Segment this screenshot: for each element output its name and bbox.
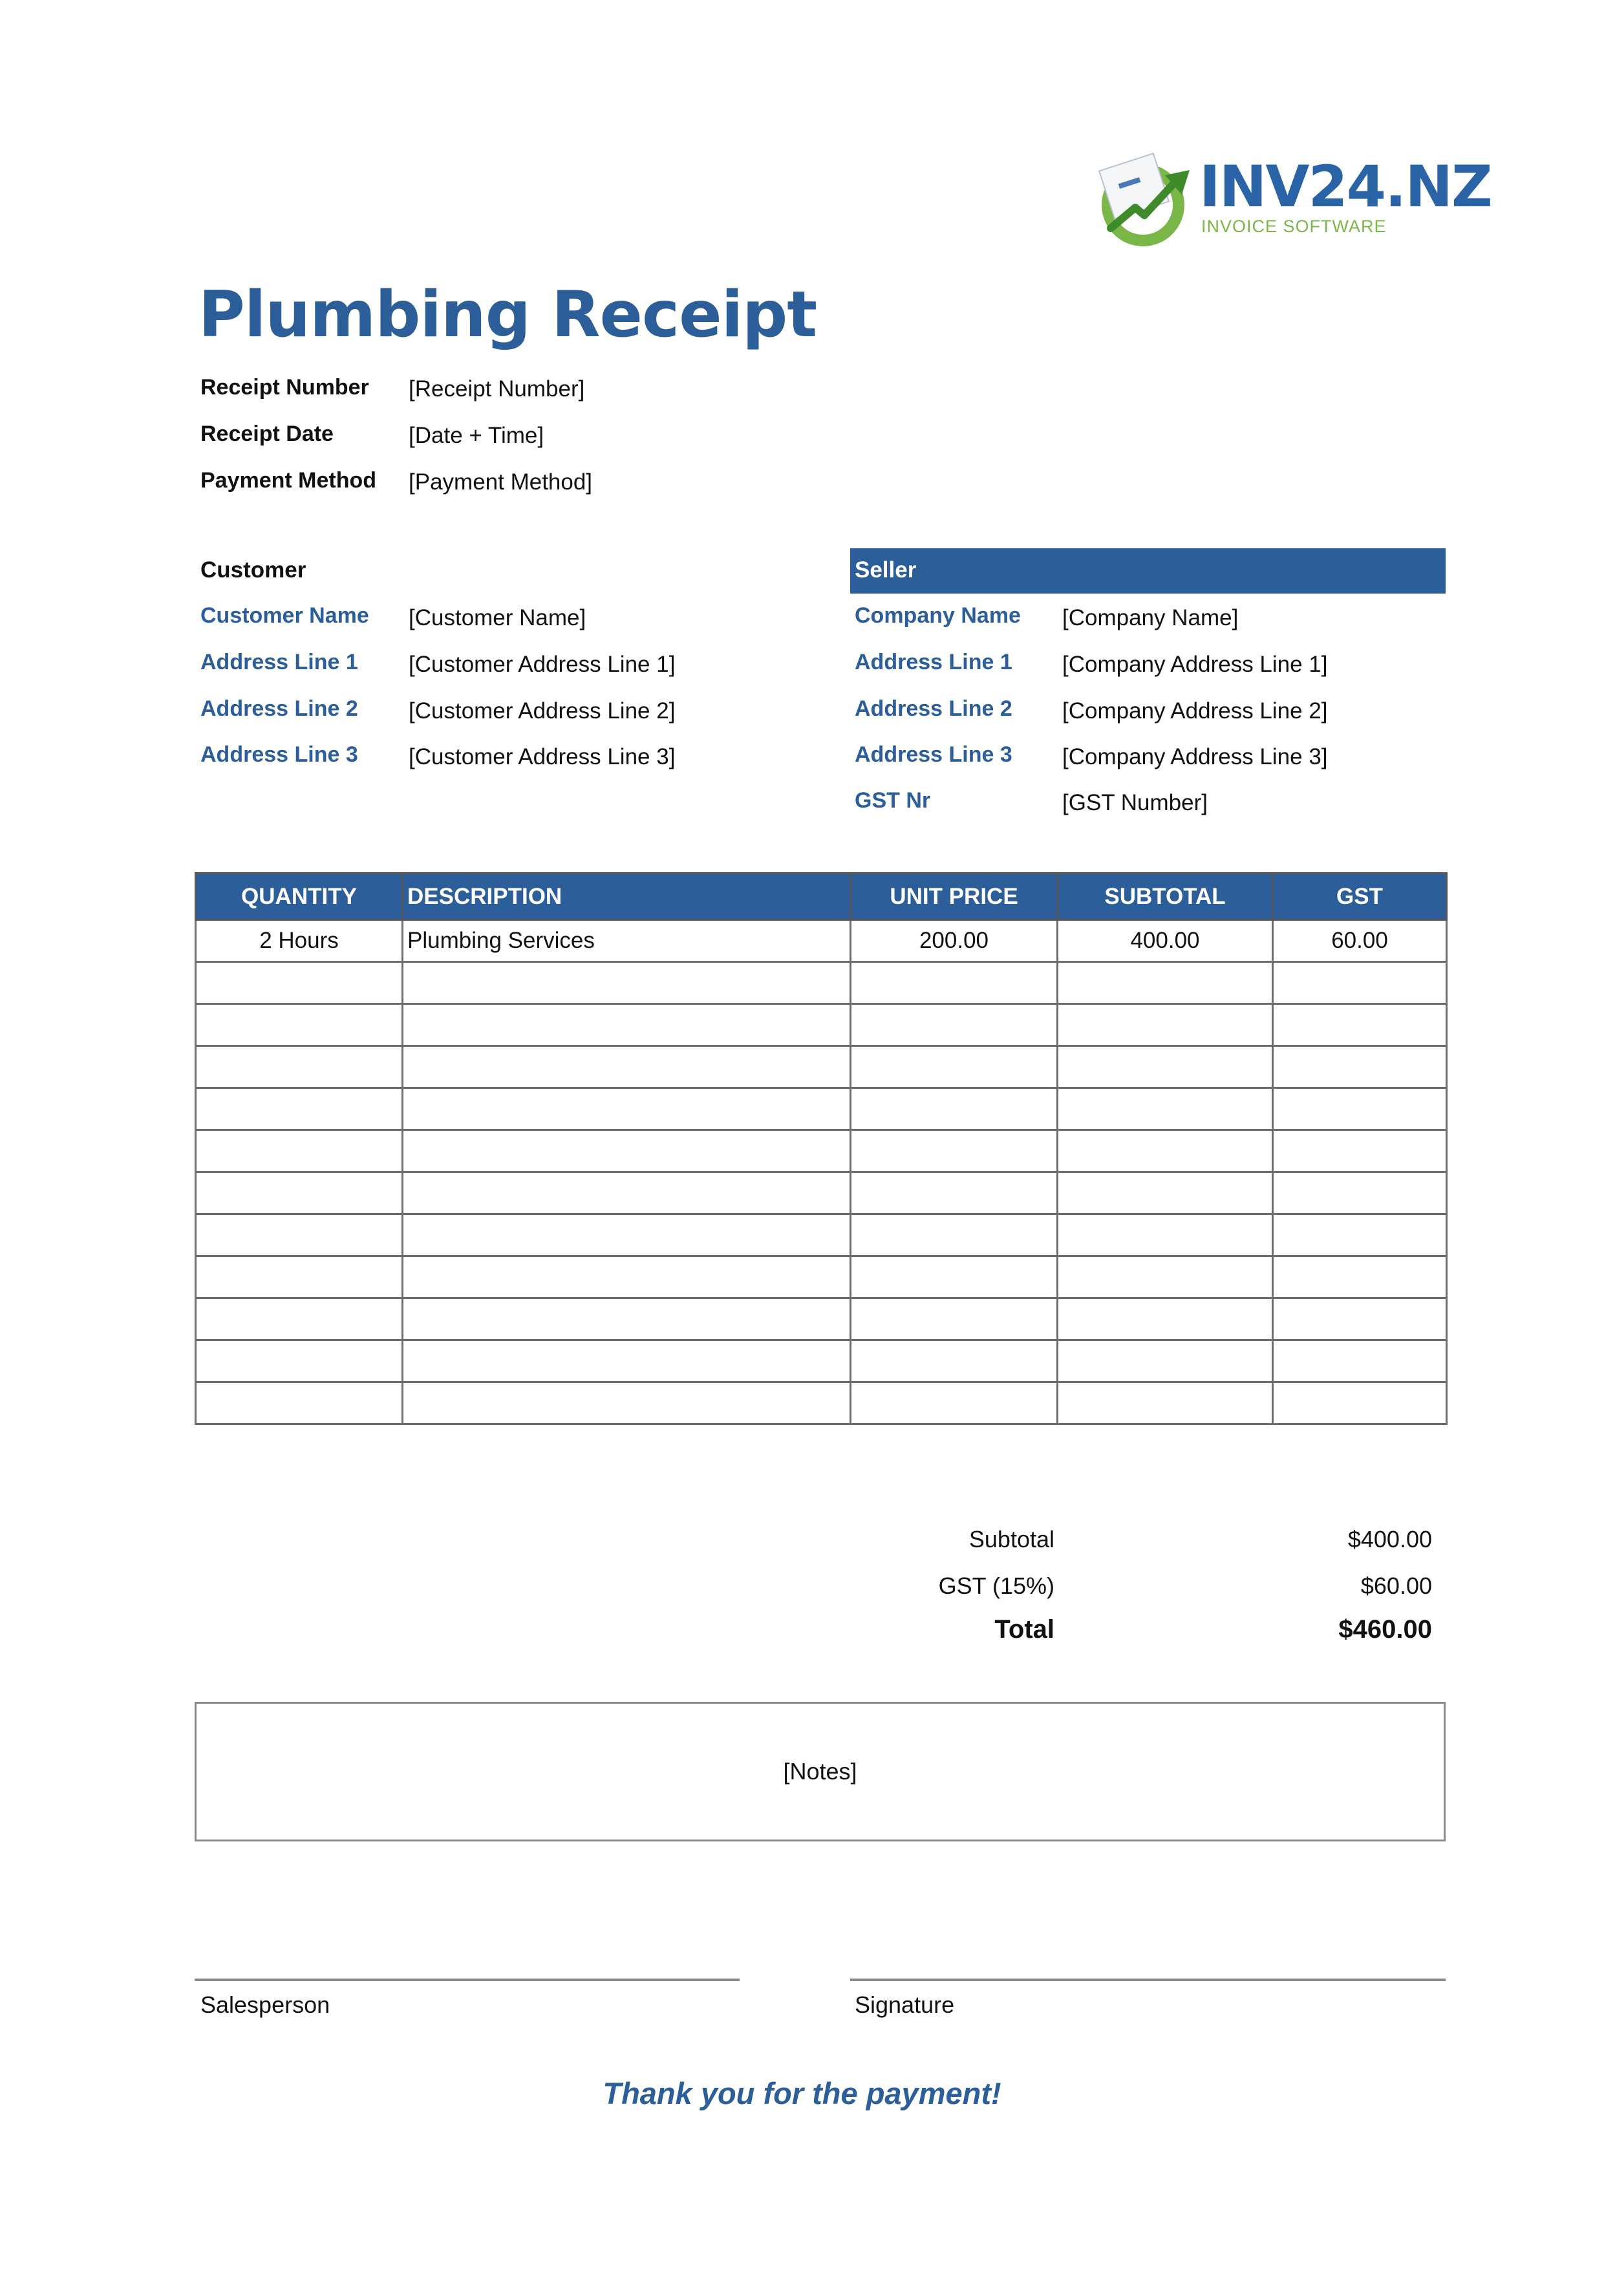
cell-subtotal <box>1058 1298 1273 1340</box>
cell-quantity <box>196 1088 403 1130</box>
table-row <box>196 1256 1447 1298</box>
logo-tagline: INVOICE SOFTWARE <box>1201 217 1387 236</box>
cell-gst <box>1273 1172 1447 1214</box>
cell-quantity <box>196 1382 403 1424</box>
company-name-label: Company Name <box>855 603 1021 628</box>
cell-gst <box>1273 1130 1447 1172</box>
cell-subtotal <box>1058 962 1273 1004</box>
cell-gst: 60.00 <box>1273 920 1447 962</box>
subtotal-value: $400.00 <box>1347 1526 1432 1552</box>
cell-description <box>403 1088 851 1130</box>
cell-unit-price <box>851 1172 1058 1214</box>
salesperson-label: Salesperson <box>200 1991 330 2018</box>
cell-gst <box>1273 1046 1447 1088</box>
gst-number-value: [GST Number] <box>1062 790 1208 815</box>
customer-address-2-label: Address Line 2 <box>200 696 358 721</box>
col-header-unit-price: UNIT PRICE <box>851 874 1058 920</box>
receipt-date-value: [Date + Time] <box>409 423 544 448</box>
cell-unit-price <box>851 1004 1058 1046</box>
cell-description <box>403 1340 851 1382</box>
cell-description <box>403 1172 851 1214</box>
cell-description <box>403 1256 851 1298</box>
logo-emblem-icon <box>1093 152 1196 249</box>
cell-gst <box>1273 1382 1447 1424</box>
table-row <box>196 1382 1447 1424</box>
subtotal-label: Subtotal <box>968 1526 1054 1552</box>
signature-label: Signature <box>855 1991 955 2018</box>
cell-unit-price <box>851 1340 1058 1382</box>
company-name-value: [Company Name] <box>1062 605 1239 630</box>
table-row <box>196 1298 1447 1340</box>
cell-quantity <box>196 1046 403 1088</box>
notes-box <box>195 1702 1446 1841</box>
total-value: $460.00 <box>1338 1615 1432 1644</box>
cell-quantity <box>196 1172 403 1214</box>
cell-quantity <box>196 1340 403 1382</box>
table-row <box>196 1088 1447 1130</box>
customer-name-label: Customer Name <box>200 603 369 628</box>
cell-unit-price <box>851 1130 1058 1172</box>
receipt-number-label: Receipt Number <box>200 375 369 400</box>
company-address-3-value: [Company Address Line 3] <box>1062 744 1328 769</box>
col-header-gst: GST <box>1273 874 1447 920</box>
customer-name-value: [Customer Name] <box>409 605 586 630</box>
col-header-subtotal: SUBTOTAL <box>1058 874 1273 920</box>
cell-quantity <box>196 1214 403 1256</box>
cell-unit-price <box>851 1214 1058 1256</box>
seller-header-bar <box>850 548 1446 594</box>
company-address-1-label: Address Line 1 <box>855 650 1012 674</box>
cell-description <box>403 1382 851 1424</box>
cell-quantity <box>196 1256 403 1298</box>
company-address-2-value: [Company Address Line 2] <box>1062 698 1328 724</box>
cell-description <box>403 962 851 1004</box>
payment-method-value: [Payment Method] <box>409 469 593 495</box>
cell-subtotal: 400.00 <box>1058 920 1273 962</box>
table-row <box>196 1340 1447 1382</box>
cell-unit-price <box>851 962 1058 1004</box>
cell-subtotal <box>1058 1130 1273 1172</box>
notes-text: [Notes] <box>783 1758 857 1785</box>
company-address-1-value: [Company Address Line 1] <box>1062 652 1328 677</box>
customer-address-3-label: Address Line 3 <box>200 742 358 767</box>
signature-line <box>850 1979 1446 1981</box>
cell-unit-price <box>851 1046 1058 1088</box>
customer-address-1-label: Address Line 1 <box>200 650 358 674</box>
cell-subtotal <box>1058 1382 1273 1424</box>
table-body <box>196 920 1447 1424</box>
cell-unit-price <box>851 1298 1058 1340</box>
cell-description <box>403 1004 851 1046</box>
col-header-description: DESCRIPTION <box>403 874 851 920</box>
cell-unit-price <box>851 1382 1058 1424</box>
cell-description <box>403 1130 851 1172</box>
customer-address-2-value: [Customer Address Line 2] <box>409 698 676 724</box>
receipt-date-label: Receipt Date <box>200 422 334 446</box>
cell-subtotal <box>1058 1340 1273 1382</box>
cell-quantity <box>196 1130 403 1172</box>
cell-subtotal <box>1058 1046 1273 1088</box>
receipt-number-value: [Receipt Number] <box>409 376 585 402</box>
cell-subtotal <box>1058 1172 1273 1214</box>
table-row <box>196 1004 1447 1046</box>
thank-you-message: Thank you for the payment! <box>603 2076 1001 2110</box>
total-label: Total <box>994 1615 1054 1644</box>
table-row <box>196 1046 1447 1088</box>
gst-total-label: GST (15%) <box>938 1572 1054 1599</box>
company-address-3-label: Address Line 3 <box>855 742 1012 767</box>
customer-address-1-value: [Customer Address Line 1] <box>409 652 676 677</box>
cell-description: Plumbing Services <box>403 920 851 962</box>
cell-gst <box>1273 1256 1447 1298</box>
cell-unit-price <box>851 1256 1058 1298</box>
company-logo <box>1093 152 1492 249</box>
salesperson-line <box>195 1979 740 1981</box>
cell-subtotal <box>1058 1088 1273 1130</box>
cell-gst <box>1273 962 1447 1004</box>
cell-gst <box>1273 1088 1447 1130</box>
table-row <box>196 962 1447 1004</box>
table-row <box>196 920 1447 962</box>
page-title: Plumbing Receipt <box>198 278 817 352</box>
cell-subtotal <box>1058 1214 1273 1256</box>
cell-subtotal <box>1058 1004 1273 1046</box>
gst-total-value: $60.00 <box>1360 1572 1432 1599</box>
company-address-2-label: Address Line 2 <box>855 696 1012 721</box>
col-header-quantity: QUANTITY <box>196 874 403 920</box>
line-items-table <box>195 872 1448 1425</box>
table-row <box>196 1130 1447 1172</box>
customer-heading: Customer <box>200 557 306 583</box>
cell-subtotal <box>1058 1256 1273 1298</box>
cell-gst <box>1273 1214 1447 1256</box>
payment-method-label: Payment Method <box>200 468 377 493</box>
cell-quantity <box>196 1004 403 1046</box>
customer-address-3-value: [Customer Address Line 3] <box>409 744 676 769</box>
cell-gst <box>1273 1004 1447 1046</box>
cell-unit-price: 200.00 <box>851 920 1058 962</box>
table-row <box>196 1214 1447 1256</box>
gst-number-label: GST Nr <box>855 788 931 813</box>
cell-description <box>403 1214 851 1256</box>
table-header-row <box>196 874 1447 920</box>
cell-gst <box>1273 1340 1447 1382</box>
seller-heading: Seller <box>855 557 917 583</box>
cell-description <box>403 1298 851 1340</box>
table-row <box>196 1172 1447 1214</box>
cell-quantity: 2 Hours <box>196 920 403 962</box>
cell-unit-price <box>851 1088 1058 1130</box>
cell-gst <box>1273 1298 1447 1340</box>
logo-brand-text: INV24.NZ <box>1199 153 1492 220</box>
cell-quantity <box>196 1298 403 1340</box>
cell-description <box>403 1046 851 1088</box>
cell-quantity <box>196 962 403 1004</box>
